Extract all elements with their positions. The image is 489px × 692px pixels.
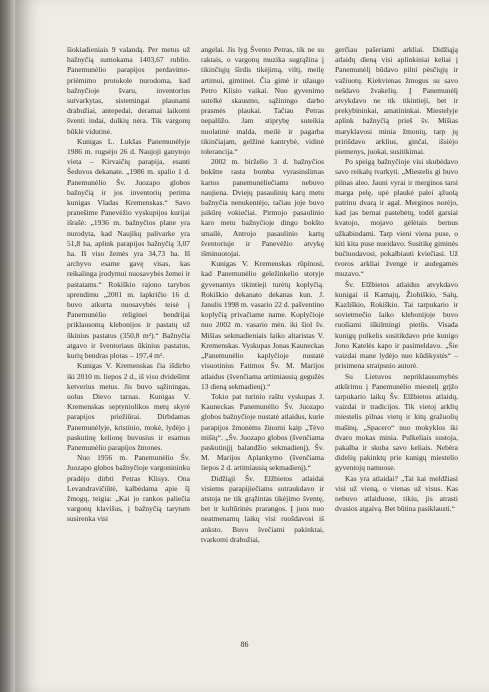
text-column-1: [67, 45, 190, 525]
paragraph: Kunigas V. Kremenskas čia išdirbo iki 2010 m. liepos 2 d., iš viso dvidešimt ketverius metus. Jis buvo sąžiningas, uolus Dievo tarnas. Kunigas V. Kremenskas septyniolikos metų skyrė parapijos priežiūrai. Dirbdamas Panemunėlyje, kristinio, mokė, lydėjo į paskutinę kelionę buvusius ir esamus Panemunėlio parapijos žmones.: [67, 361, 190, 452]
paragraph: 2002 m. birželio 3 d. bažnyčios bokštte rasta bomba vyrasinslimas kartos panemunėliečiams nebuvo naujiena. Dviejų pasaulinių karų metu bažnyčia nenukentėjo, tačiau joje buvo įsikūrę vokiečiai. Pirmojo pasaulinio karo metu bažnyčioje dingo bokšto smailė, Antrojo pasaulinio kartų šventoriuje ir Panevėžio atvykę išminuotojai.: [201, 157, 324, 259]
paragraph: angelai. Jis lyg Švento Petras, tik ne su raktais, o vargonų muzika sugrąžina į tikinčiųjų širdis tikėjimą, viltį, meilę artimui, gimtinei. Čia gimė ir užaugo Petro Klisio vaikai. Nuo gyvenimo sutelkė skausmo, sąžiningo darbo prasmės plaukai. Tačiau Petras nepalūžo. Jam stiprybę suteikia nuolatinė malda, meilė ir pagarba tikinčiajam, gelžinė kantrybė, vidinė tolerancija.“: [201, 45, 324, 157]
paragraph: gerčiau pašeriami arkliai. Didžiąją atlaidų dieną visi aplinkiniai keliai į Panemunėlį būdavo pilni pėsčiųjų ir važiuotų. Kiekvienas žmogus su savo nešdavo žvakelių. Į Panemunėlį atvykdavo ne tik tikintieji, bet ir prekybininkai, amatininkai. Miestelyje aplink bažnyčią prieš šv. Mišias maryklavosi minia žmonių, tarp jų pririšdavo arklius, ginčai, išsiėjo piemenys, juokai, susitikimai.: [335, 45, 458, 157]
paragraph: Tokio pat turinio raštu vyskupas J. Kauneckas Panemunėlio Šv. Juozapo globos bažnyčioje nustatė atlaidus, kurie parapijos žmonėms žinomi kaip „Tėvo mišių“. „Šv. Juozapo globos (švenčiama paskutinįjį balandžio sekmadienį), Šv. M. Marijos Aplankymo (švenčiama liepos 2 d. artimiausią sekmadienį).“: [201, 391, 324, 473]
text-column-3: [335, 45, 458, 514]
paragraph: Kunigas V. Kremenskas rūpinosi, kad Panemunėlio geležinkelio stotyje gyvenantys tikintieji turėtų koplyčią. Rokiškio dekanato dekanas kun. J. Janulis 1998 m. vasario 22 d. pašventino koplyčią privačiame name. Koplyčioje nuo 2002 m. vasario mėn. iki šiol šv. Mišias sekmadieniais laiko altaristas V. Kremenskas. Vyskupas Jonas Kauneckas „Panemunėlio kaplyčioje nustatė visuotinius Fatimos Šv. M. Marijos atlaidus (švenčiama artimiausią gegužės 13 dieną sekmadienį).“: [201, 259, 324, 391]
paragraph: Su Lietuvos nepriklausomybės atkūrimu į Panemunėlio miestelį grįžo tarpukario laikų Šv. Elžbietos atlaidų, vaizdai ir tradicijos. Tik vietoj arklių miestelis pilnas vietų ir kitų gražuolių mašinų. „Spacero“ nuo mokyklos iki dvaro mokas minia. Pulkeliais sustoja, pakalba ir skuba savo keliais. Nebėra didelių pakinktų prie kunigų miestelio gyventojų namuose.: [335, 371, 458, 473]
paragraph: Nuo 1956 m. Panemunėlio Šv. Juozapo globos bažnyčioje vargonininku pradėjo dirbti Petras Klisys. Ona Levandravičiūtė, kalbėdama apie šį žmogų, teigia: „Kai jo rankos paliečia vargonų klavišus, į bažnyčią tarytum susirenka visi: [67, 453, 190, 524]
page-number: 86: [240, 640, 249, 649]
paragraph: Didžiąji Šv. Elžbietos atlaidai visiems parapijiečiams sutraukdavo ir atstoja ne tik grąžintas tikėjimo šventę, bet ir kultūrinės prarangos. Į juos nuo neatmenamų laikų visi ruošdavosi iš anksto. Buvo švečiami pakinktai, tvarkomi drabužiai,: [201, 473, 324, 544]
paragraph: Kunigas L. Lukšas Panemunėlyje 1986 m. rugsėjo 26 d. Naujoji ganytojo vieta – Kirvaičių parapija, esanti Šeduvos dekanate. „1986 m. spalio 1 d. Panemunėlio Šv. Juozapo globos bažnyčią ir jos inventorių perima kunigas Vladas Kremenskas.“ Savo pranešime Panevėžio vyskupijos kurijai išrašė: „1936 m. bažnyčios plane yra nurodyta, kad Naujikų palivarke yra 51,8 ha, aplink parapijos bažnyčią 3,07 ha. Iš viso žemės yra 34,73 ha. Iš archyvo esame gavę visas, kas reikalinga įrodymui nuosavybės žemei ir pastatams.“ Rokiškio rajono tarybos sprendimu „2001 m. lapkričio 16 d. buvo atkurta nuosavybės teisė į Panemunėlio religinei bendrijai priklausomą klebonijos ir pastatų už ūkinius pastatus (350,8 m²).“ Bažnyčia atgavo ir šventoriaus ūkinius pastatus, kurių bendras plotas – 197,4 m².: [67, 136, 190, 361]
paragraph: Šv. Elžbietos atlaidus atvykdavo kunigai iš Kamajų, Žiobiškio, Salų, Kazliškio, Rokiškio. Tai tarpukario ir sovietmečio laiko klebonijoje buvo ruošiami iškilmingi pietūs. Visada kunigų pulkelis susitikdavo prie kunigo Jono Katelės kapo ir pasimeldavo. „Šie vaizdai mane lydėjo nuo kūdikystės“ – prisimena straipsnio autorė.: [335, 279, 458, 371]
paragraph: Kas yra atlaidai? „Tai kai meldžiasi visi už vieną, o vienas už visus. Kas nebuvo atlaiduose, tikiu, jis atrasti dvasios atgaivą. Bet būtina pasiklausti.“: [335, 473, 458, 514]
text-column-2: [201, 45, 324, 545]
paragraph: šiokiadieniais 9 valandą. Per metus už bažnyčią sumokama 1403,67 rublio. Panemunėlio parapijos perdavimo-priėmimo protokole nurodoma, kad bažnyčioje švaru, inventorius sutvarkytas, sistemingai plaunami drabužiai, antepedai, deramai laikomi šventi indai, dulkių nėra. Tik vargonų būklė vidutinė.: [67, 45, 190, 136]
paragraph: Po speigą bažnyčioje visi skubėdavo savo reikalų tvarkyti. „Miestelis gi buvo pilnas aleo. Jauni vyrai ir merginos tarsi marga pelę, upė plaukė palei ąžuolą patrinu dvarą ir agal. Merginos norėjo, kad jas bernai pastebėtų, todėl garsiai kvatojo, mojavo gėlėtais bernus užkabindami. Tarp vieni viena puse, o kiti kita puse nueidavo. Susitikę giminės bučiuodavosi, pokalbiauti kviečiasi. Už tvoros arkliai žvengė ir audegamės muzavo.“: [335, 157, 458, 279]
